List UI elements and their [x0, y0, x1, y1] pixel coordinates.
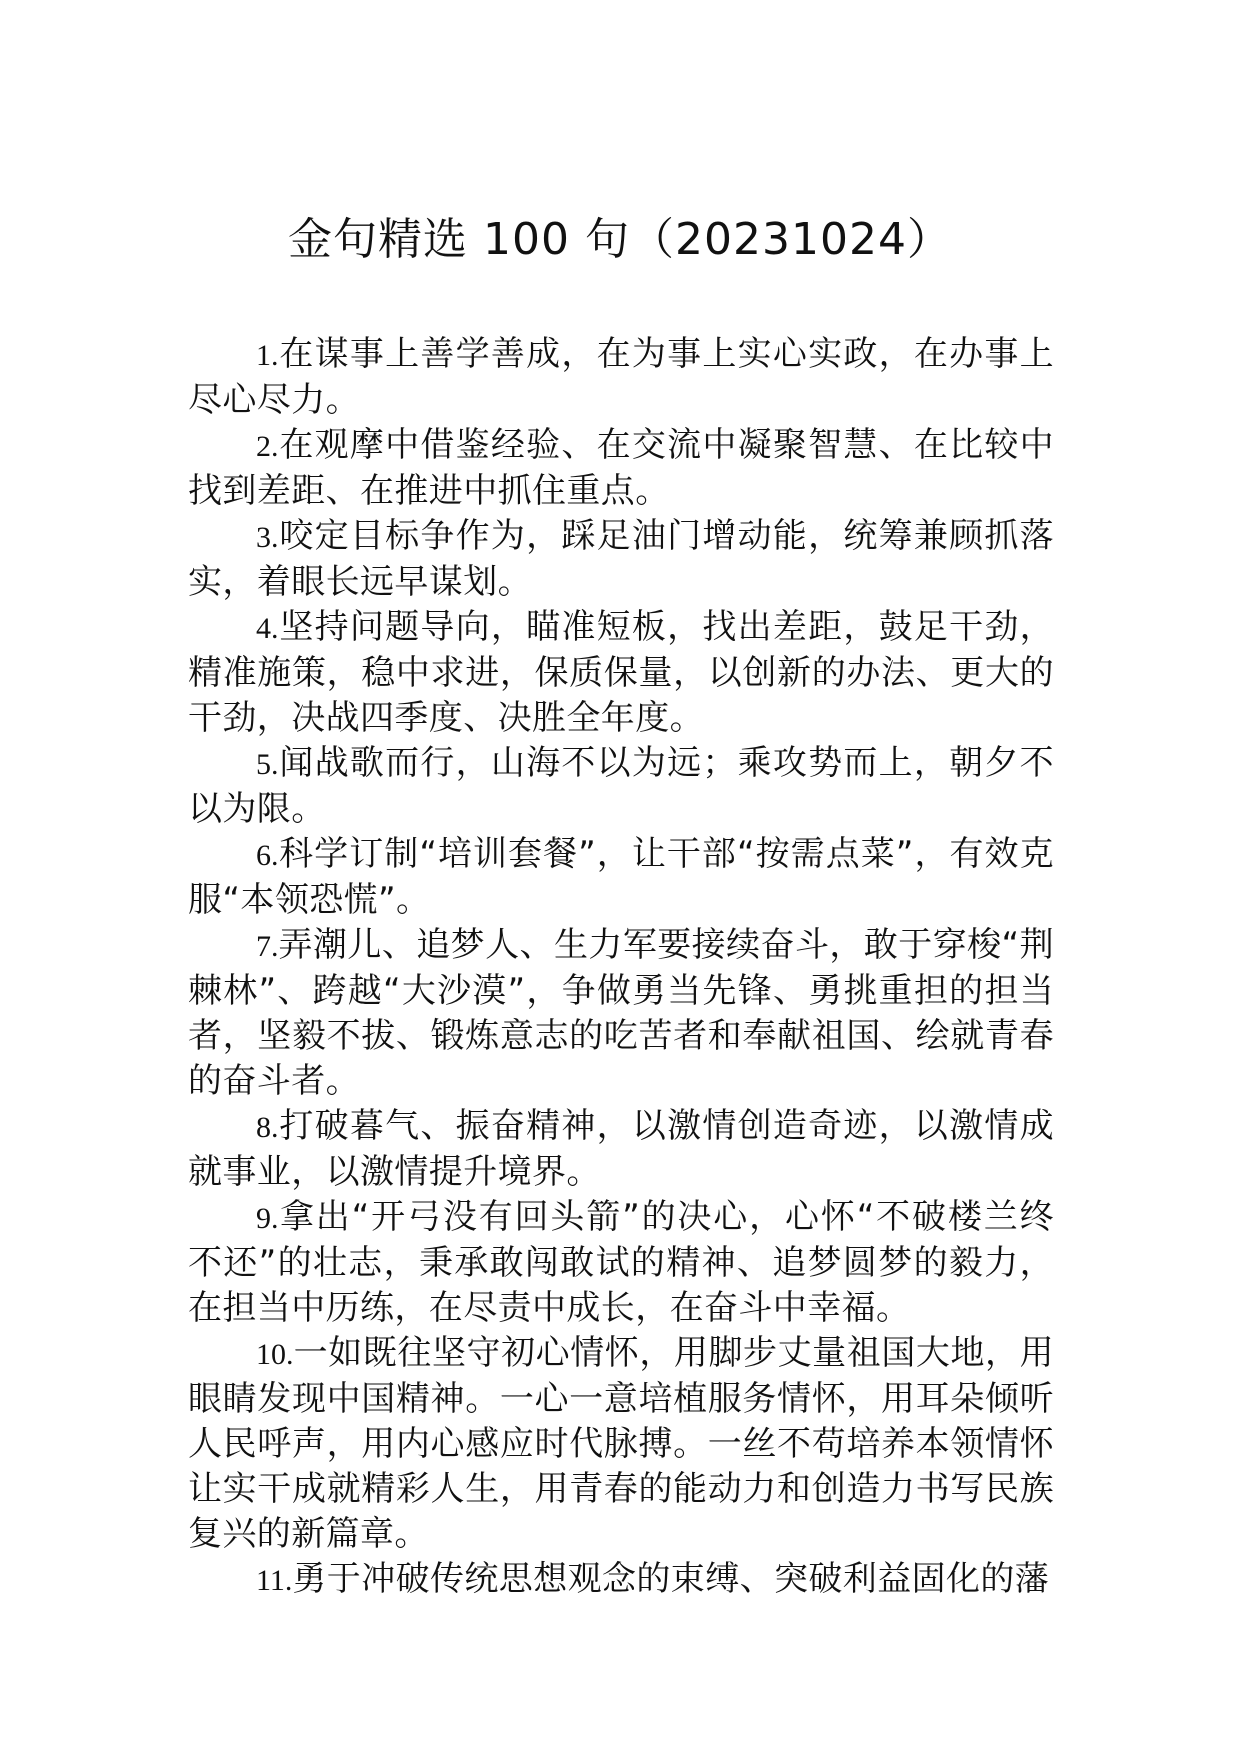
paragraph-text: 在观摩中借鉴经验、在交流中凝聚智慧、在比较中找到差距、在推进中抓住重点。: [188, 425, 1054, 511]
paragraph-10: [188, 1331, 1054, 1557]
paragraph-number: 3.: [256, 521, 279, 554]
paragraph-4: [188, 605, 1054, 741]
paragraph-text: 拿出“开弓没有回头箭”的决心，心怀“不破楼兰终不还”的壮志，秉承敢闯敢试的精神、追梦圆梦的毅力，在担当中历练，在尽责中成长，在奋斗中幸福。: [188, 1197, 1054, 1328]
paragraph-9: [188, 1195, 1054, 1331]
document-title: 金句精选 100 句（20231024）: [288, 214, 952, 265]
paragraph-7: [188, 923, 1054, 1104]
paragraph-3: [188, 514, 1054, 605]
paragraph-8: [188, 1104, 1054, 1195]
paragraph-number: 7.: [256, 930, 279, 963]
paragraph-5: [188, 741, 1054, 832]
paragraph-text: 勇于冲破传统思想观念的束缚、突破利益固化的藩: [292, 1559, 1050, 1599]
paragraph-number: 9.: [256, 1202, 279, 1235]
paragraph-number: 2.: [256, 430, 279, 463]
paragraph-6: [188, 832, 1054, 923]
paragraph-text: 弄潮儿、追梦人、生力军要接续奋斗，敢于穿梭“荆棘林”、跨越“大沙漠”，争做勇当先锋、勇挑重担的担当者，坚毅不拔、锻炼意志的吃苦者和奉献祖国、绘就青春的奋斗者。: [188, 925, 1054, 1101]
paragraph-number: 8.: [256, 1111, 279, 1144]
document-body: [188, 332, 1054, 1603]
paragraph-2: [188, 423, 1054, 514]
paragraph-text: 闻战歌而行，山海不以为远；乘攻势而上，朝夕不以为限。: [188, 743, 1054, 829]
paragraph-number: 10.: [256, 1338, 294, 1371]
paragraph-11: [188, 1557, 1054, 1603]
paragraph-text: 一如既往坚守初心情怀，用脚步丈量祖国大地，用眼睛发现中国精神。一心一意培植服务情怀，用耳朵倾听人民呼声，用内心感应时代脉搏。一丝不苟培养本领情怀让实干成就精彩人生，用青春的能动力和创造力书写民族复兴的新篇章。: [188, 1333, 1054, 1554]
paragraph-text: 坚持问题导向，瞄准短板，找出差距，鼓足干劲，精准施策，稳中求进，保质保量，以创新的办法、更大的干劲，决战四季度、决胜全年度。: [188, 607, 1054, 738]
paragraph-number: 1.: [256, 339, 279, 372]
paragraph-number: 4.: [256, 612, 279, 645]
paragraph-number: 6.: [256, 839, 279, 872]
paragraph-number: 5.: [256, 748, 279, 781]
paragraph-number: 11.: [256, 1564, 293, 1597]
paragraph-text: 科学订制“培训套餐”，让干部“按需点菜”，有效克服“本领恐慌”。: [188, 834, 1054, 920]
paragraph-1: [188, 332, 1054, 423]
paragraph-text: 在谋事上善学善成，在为事上实心实政，在办事上尽心尽力。: [188, 334, 1054, 420]
paragraph-text: 打破暮气、振奋精神，以激情创造奇迹，以激情成就事业，以激情提升境界。: [188, 1106, 1054, 1192]
paragraph-text: 咬定目标争作为，踩足油门增动能，统筹兼顾抓落实，着眼长远早谋划。: [188, 516, 1054, 602]
